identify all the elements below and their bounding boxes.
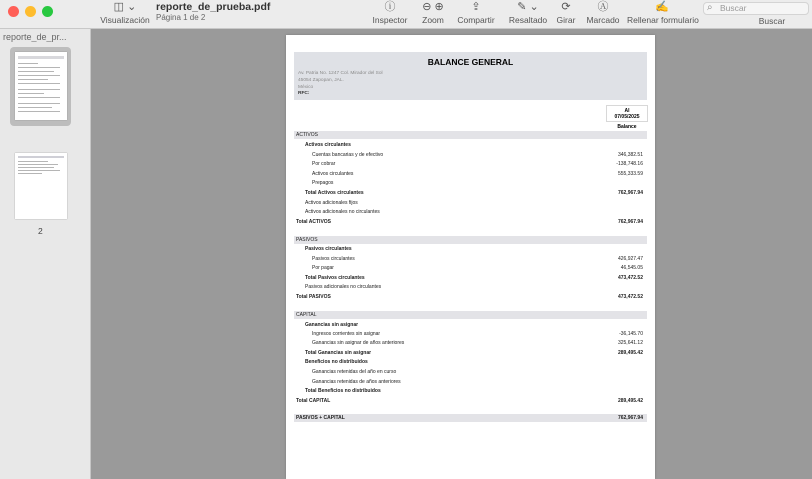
row-value: 325,641.12 (617, 340, 643, 346)
zoom-window-button[interactable] (42, 6, 53, 17)
row-label: Ganancias retenidas de años anteriores (312, 379, 401, 385)
row-label: CAPITAL (296, 312, 317, 318)
search-icon: ⌕ (707, 2, 713, 13)
row-label: Total ACTIVOS (296, 219, 331, 225)
highlighter-icon: ✎ ⌄ (517, 1, 539, 13)
zoom-button[interactable] (416, 1, 450, 25)
table-row (294, 321, 647, 329)
date-label: Al (624, 108, 630, 114)
table-row (294, 160, 647, 168)
row-label: Total Activos circulantes (305, 190, 364, 196)
fill-form-label: Rellenar formulario (627, 15, 699, 25)
table-row (294, 330, 647, 338)
row-label: Ganancias retenidas del año en curso (312, 369, 397, 375)
report-date: 07/05/2025 (614, 114, 640, 120)
row-value: 762,967.94 (617, 219, 643, 225)
pdf-page (286, 35, 655, 479)
row-label: Pasivos adicionales no circulantes (305, 284, 382, 290)
info-icon: ⓘ (384, 1, 396, 13)
row-value: 762,967.94 (617, 415, 643, 421)
row-value: 46,545.05 (620, 265, 643, 271)
address-line-3: México (298, 85, 314, 90)
row-label: Activos adicionales no circulantes (305, 209, 380, 215)
table-row (294, 245, 647, 253)
address-line-2: 45054 Zapopan, JAL. (298, 78, 344, 83)
highlight-button[interactable] (507, 1, 549, 25)
table-row (294, 339, 647, 347)
table-row (294, 179, 647, 187)
row-label: Total PASIVOS (296, 294, 331, 300)
row-label: Activos circulantes (305, 142, 351, 148)
traffic-lights (8, 6, 53, 17)
page-number-2: 2 (38, 226, 43, 236)
rotate-icon: ⟳ (561, 1, 571, 13)
date-box (606, 105, 648, 122)
close-window-button[interactable] (8, 6, 19, 17)
row-value: 426,927.47 (617, 256, 643, 262)
row-value: 555,333.59 (617, 171, 643, 177)
markup-label: Marcado (586, 15, 620, 25)
row-value: -138,748.16 (616, 161, 643, 167)
share-icon: ⇪ (471, 1, 481, 13)
table-row (294, 274, 647, 282)
rotate-label: Girar (556, 15, 576, 25)
table-row (294, 283, 647, 291)
table-row (294, 414, 647, 422)
fill-form-button[interactable] (627, 1, 697, 25)
table-row (294, 397, 647, 405)
table-row (294, 311, 647, 319)
row-label: Por cobrar (312, 161, 336, 167)
report-header (294, 52, 647, 100)
row-label: Ganancias sin asignar (305, 322, 359, 328)
minimize-window-button[interactable] (25, 6, 36, 17)
table-row (294, 378, 647, 386)
inspector-button[interactable] (370, 1, 410, 25)
row-label: Pasivos circulantes (305, 246, 352, 252)
table-row (294, 236, 647, 244)
view-label: Visualización (100, 15, 150, 25)
row-label: Total Ganancias sin asignar (305, 350, 372, 356)
address-line-1: Av. Patria No. 1247 Col. Mirador del Sol (298, 71, 383, 76)
table-row (294, 141, 647, 149)
table-row (294, 131, 647, 139)
balance-column-header: Balance (617, 124, 637, 130)
sidebar-icon: ◫ ⌄ (113, 1, 137, 13)
row-value: 473,472.52 (617, 294, 643, 300)
table-row (294, 349, 647, 357)
table-row (294, 208, 647, 216)
report-title: BALANCE GENERAL (427, 57, 514, 67)
page-indicator: Página 1 de 2 (156, 13, 206, 22)
sidebar-document-title: reporte_de_pr... (3, 32, 67, 42)
row-label: Total Beneficios no distribuidos (305, 388, 381, 394)
table-row (294, 255, 647, 263)
row-label: Cuentas bancarias y de efectivo (312, 152, 384, 158)
row-label: Ingresos corrientes sin asignar (312, 331, 381, 337)
inspector-label: Inspector (372, 15, 408, 25)
table-row (294, 387, 647, 395)
table-row (294, 151, 647, 159)
row-label: Beneficios no distribuidos (305, 359, 368, 365)
zoom-label: Zoom (422, 15, 444, 25)
row-label: Pasivos circulantes (312, 256, 355, 262)
row-value: -36,145.70 (619, 331, 643, 337)
window-toolbar (0, 0, 812, 29)
row-label: Total CAPITAL (296, 398, 331, 404)
table-row (294, 264, 647, 272)
row-label: Por pagar (312, 265, 334, 271)
table-row (294, 170, 647, 178)
row-label: Prepagos (312, 180, 334, 186)
highlight-label: Resaltado (508, 15, 548, 25)
zoom-icons: ⊖ ⊕ (422, 1, 444, 13)
row-value: 289,495.42 (617, 350, 643, 356)
table-row (294, 293, 647, 301)
page-thumbnail-2[interactable] (15, 153, 67, 219)
row-label: ACTIVOS (296, 132, 318, 138)
markup-button[interactable] (585, 1, 621, 25)
row-value: 473,472.52 (617, 275, 643, 281)
table-row (294, 189, 647, 197)
row-label: Ganancias sin asignar de años anteriores (312, 340, 405, 346)
thumbnail-sidebar (0, 29, 91, 479)
row-value: 762,967.94 (617, 190, 643, 196)
table-row (294, 199, 647, 207)
row-label: Total Pasivos circulantes (305, 275, 365, 281)
table-row (294, 218, 647, 226)
table-row (294, 358, 647, 366)
share-label: Compartir (457, 15, 495, 25)
rotate-button[interactable] (554, 1, 578, 25)
row-label: PASIVOS + CAPITAL (296, 415, 345, 421)
table-row (294, 368, 647, 376)
search-field[interactable] (703, 2, 809, 15)
row-label: Activos adicionales fijos (305, 200, 358, 206)
share-button[interactable] (455, 1, 497, 25)
search-placeholder: Buscar (720, 3, 747, 13)
row-value: 289,495.42 (617, 398, 643, 404)
row-label: PASIVOS (296, 237, 318, 243)
page-thumbnail-1[interactable] (15, 52, 67, 120)
rfc-label: RFC: (298, 91, 310, 96)
view-button[interactable] (100, 1, 150, 25)
document-title: reporte_de_prueba.pdf (156, 1, 271, 13)
row-label: Activos circulantes (312, 171, 354, 177)
row-value: 346,382.51 (617, 152, 643, 158)
search-label: Buscar (758, 16, 786, 26)
markup-icon: Ⓐ (597, 1, 609, 13)
form-icon: ✍ (655, 1, 669, 13)
